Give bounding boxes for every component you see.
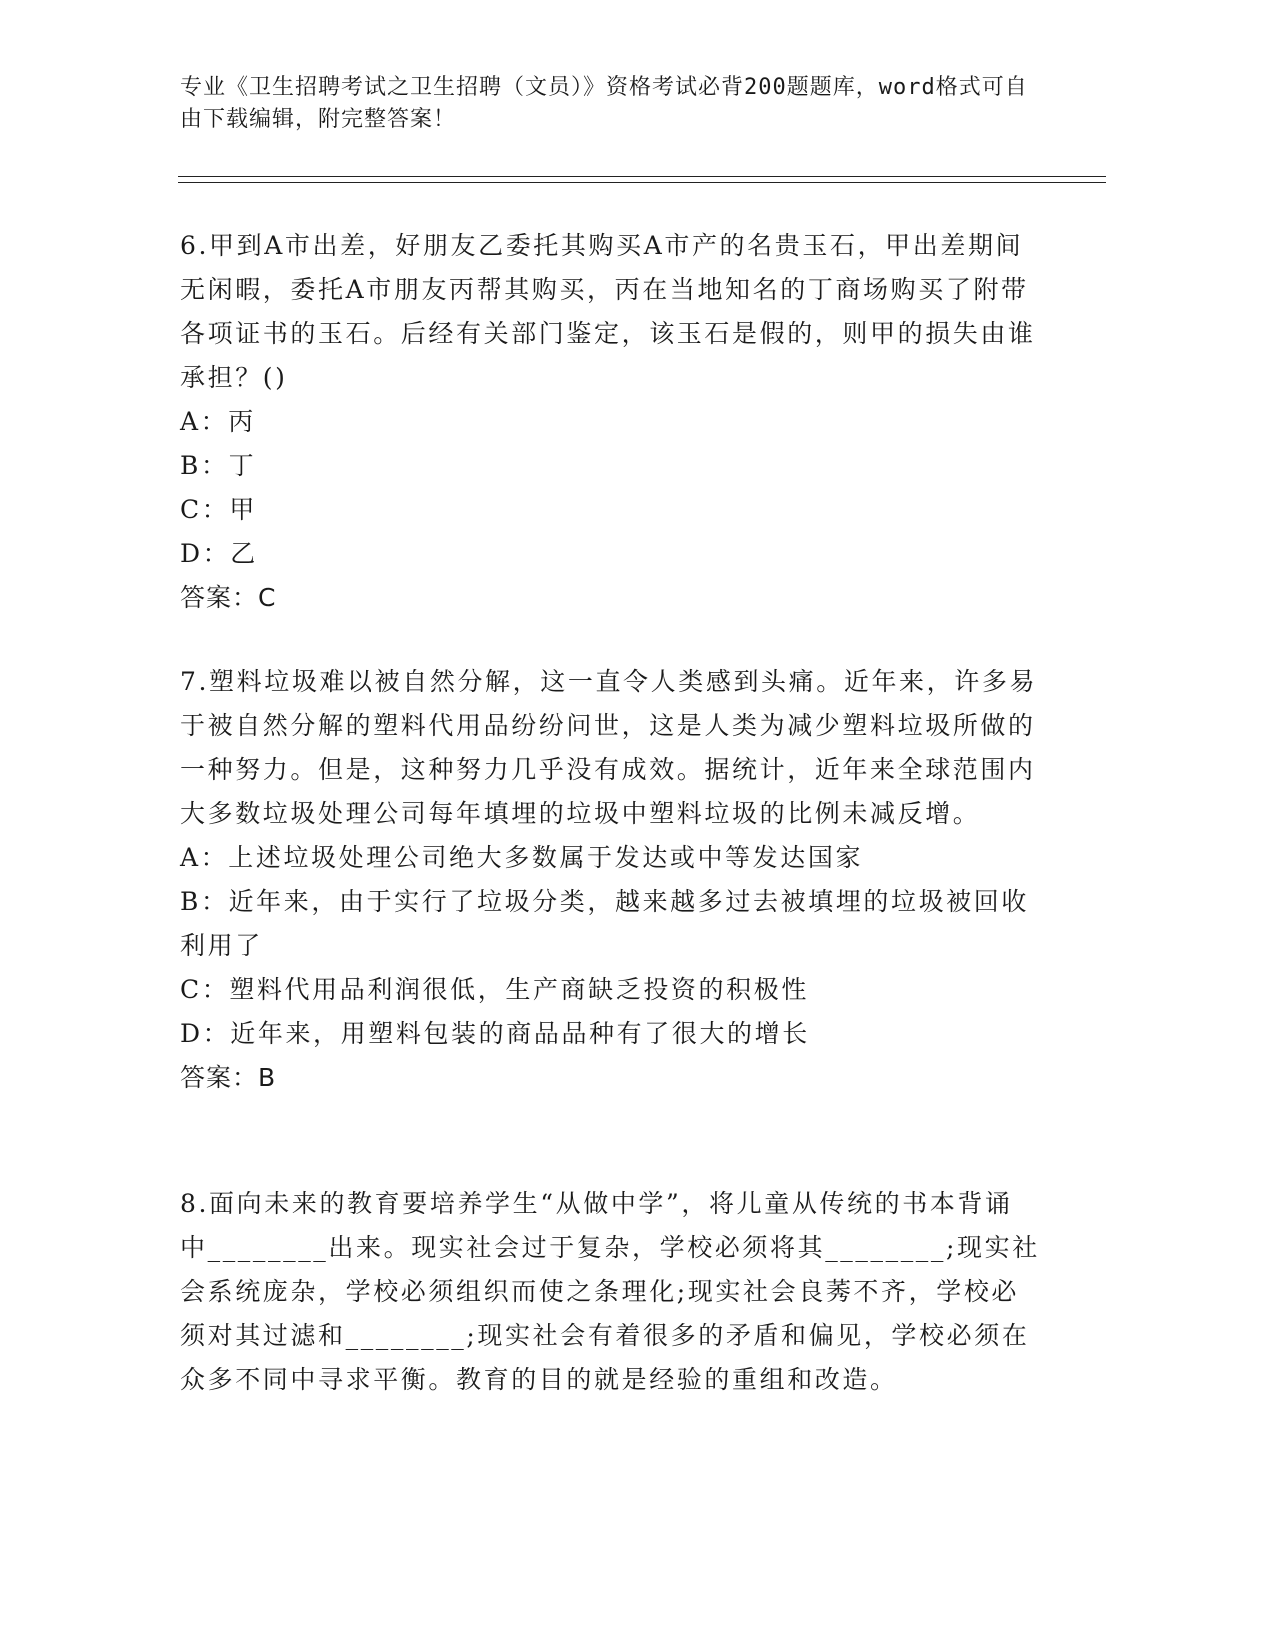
question-6 xyxy=(180,224,1040,620)
answer: 答案：B xyxy=(180,1063,277,1092)
option-d: D：乙 xyxy=(180,539,258,568)
option-b: B：近年来，由于实行了垃圾分类，越来越多过去被填埋的垃圾被回收利用了 xyxy=(180,887,1029,960)
option-c: C：塑料代用品利润很低，生产商缺乏投资的积极性 xyxy=(180,975,809,1004)
question-7 xyxy=(180,660,1040,1100)
question-stem: 7.塑料垃圾难以被自然分解，这一直令人类感到头痛。近年来，许多易于被自然分解的塑料代用品纷纷问世，这是人类为减少塑料垃圾所做的一种努力。但是，这种努力几乎没有成效。据统计，近年来全球范围内大多数垃圾处理公司每年填埋的垃圾中塑料垃圾的比例未减反增。 xyxy=(180,667,1038,828)
option-a: A：上述垃圾处理公司绝大多数属于发达或中等发达国家 xyxy=(180,843,864,872)
document-header: 专业《卫生招聘考试之卫生招聘（文员）》资格考试必背200题题库，word格式可自由下载编辑，附完整答案！ xyxy=(180,75,1028,132)
question-stem: 6.甲到A市出差，好朋友乙委托其购买A市产的名贵玉石，甲出差期间无闲暇，委托A市朋友丙帮其购买，丙在当地知名的丁商场购买了附带各项证书的玉石。后经有关部门鉴定，该玉石是假的，则甲的损失由谁承担？() xyxy=(180,231,1036,392)
answer: 答案：C xyxy=(180,583,277,612)
question-stem: 8.面向未来的教育要培养学生“从做中学”，将儿童从传统的书本背诵中________出来。现实社会过于复杂，学校必须将其________;现实社会系统庞杂，学校必须组织而使之条理化;现实社会良莠不齐，学校必须对其过滤和________;现实社会有着很多的矛盾和偏见，学校必须在众多不同中寻求平衡。教育的目的就是经验的重组和改造。 xyxy=(180,1189,1040,1394)
option-c: C：甲 xyxy=(180,495,257,524)
question-8 xyxy=(180,1182,1040,1402)
option-b: B：丁 xyxy=(180,451,257,480)
option-a: A：丙 xyxy=(180,407,256,436)
header-divider xyxy=(178,176,1106,183)
option-d: D：近年来，用塑料包装的商品品种有了很大的增长 xyxy=(180,1019,810,1048)
